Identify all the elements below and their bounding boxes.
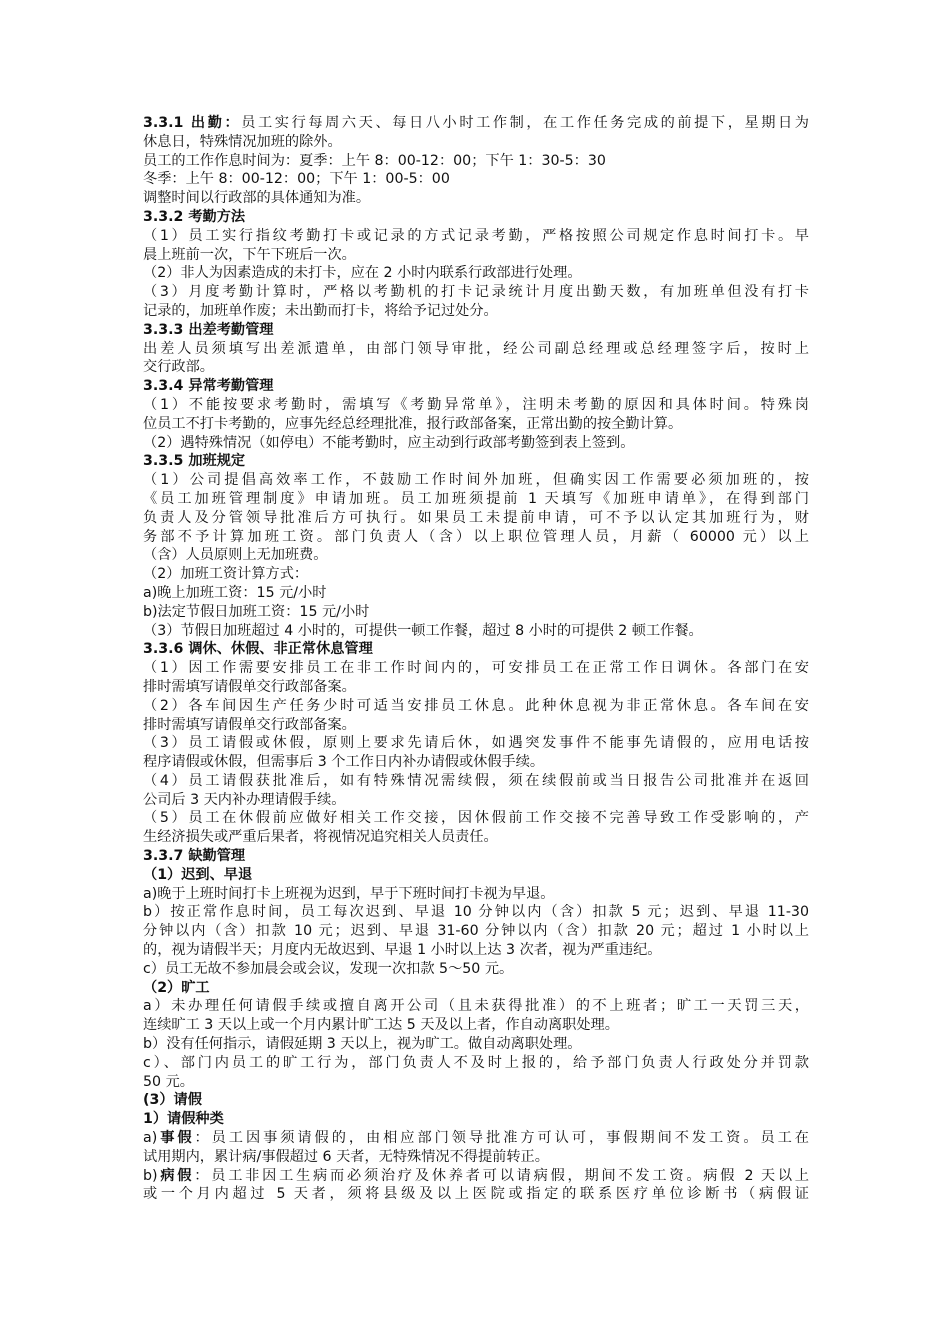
bold-text: (3）请假	[143, 1092, 202, 1109]
text-line	[143, 903, 809, 922]
text-run: 分钟以内（含）扣款 10 元；迟到、早退 31-60 分钟以内（含）扣款 20 元；超过 1 小时以上	[143, 923, 809, 940]
text-line	[143, 133, 809, 152]
text-line	[143, 716, 809, 735]
text-run: 试用期内，累计病/事假超过 6 天者，无特殊情况不得提前转正。	[143, 1148, 549, 1165]
text-line	[143, 189, 809, 208]
text-line	[143, 1091, 809, 1110]
text-run: （2）加班工资计算方式：	[143, 566, 309, 583]
text-line	[143, 227, 809, 246]
text-run: （1）公司提倡高效率工作，不鼓励工作时间外加班，但确实因工作需要必须加班的，按	[143, 472, 809, 489]
text-run: （含）人员原则上无加班费。	[143, 547, 328, 564]
text-line	[143, 490, 809, 509]
text-run: 公司后 3 天内补办理请假手续。	[143, 791, 346, 808]
text-run: b)	[143, 1167, 158, 1184]
text-line	[143, 246, 809, 265]
bold-text: 1）请假种类	[143, 1111, 224, 1128]
text-run: 出差人员须填写出差派遣单，由部门领导审批，经公司副总经理或总经理签字后，按时上	[143, 340, 809, 357]
text-line	[143, 170, 809, 189]
bold-text: 3.3.1 出勤：	[143, 115, 242, 131]
text-run: 交行政部。	[143, 359, 214, 376]
text-line	[143, 1129, 809, 1148]
text-line	[143, 283, 809, 302]
text-line	[143, 622, 809, 641]
text-run: （4）员工请假获批准后，如有特殊情况需续假，须在续假前或当日报告公司批准并在返回	[143, 772, 809, 789]
text-run: c）员工无故不参加晨会或会议，发现一次扣款 5～50 元。	[143, 960, 514, 977]
text-run: 冬季：上午 8：00-12：00；下午 1：00-5：00	[143, 171, 450, 188]
text-run: （1）因工作需要安排员工在非工作时间内的，可安排员工在正常工作日调休。各部门在安	[143, 660, 809, 677]
text-line	[143, 772, 809, 791]
bold-text: 3.3.2 考勤方法	[143, 208, 246, 225]
text-run: a)	[143, 1130, 158, 1147]
text-line	[143, 340, 809, 359]
text-run: 休息日，特殊情况加班的除外。	[143, 133, 342, 150]
text-line	[143, 697, 809, 716]
text-run: a)晚上加班工资：15 元/小时	[143, 584, 327, 601]
text-run: 50 元。	[143, 1073, 194, 1090]
text-line	[143, 941, 809, 960]
text-line	[143, 603, 809, 622]
text-line	[143, 471, 809, 490]
text-run: （2）各车间因生产任务少时可适当安排员工休息。此种休息视为非正常休息。各车间在安	[143, 697, 809, 714]
text-line	[143, 565, 809, 584]
text-line	[143, 791, 809, 810]
text-line	[143, 1035, 809, 1054]
text-line	[143, 1185, 809, 1204]
text-run: 负责人及分管领导批准后方可执行。如果员工未提前申请，可不予以认定其加班行为，财	[143, 509, 809, 526]
text-line	[143, 753, 809, 772]
text-run: 程序请假或休假，但需事后 3 个工作日内补办请假或休假手续。	[143, 754, 545, 771]
text-run: a)晚于上班时间打卡上班视为迟到，早于下班时间打卡视为早退。	[143, 885, 555, 902]
text-run: a）未办理任何请假手续或擅自离开公司（且未获得批准）的不上班者；旷工一天罚三天，	[143, 998, 809, 1015]
text-run: 调整时间以行政部的具体通知为准。	[143, 190, 371, 207]
text-run: 的，视为请假半天；月度内无故迟到、早退 1 小时以上达 3 次者，视为严重违纪。	[143, 942, 662, 959]
text-line	[143, 979, 809, 998]
text-line	[143, 528, 809, 547]
text-line	[143, 546, 809, 565]
text-line	[143, 321, 809, 340]
bold-text: 3.3.4 异常考勤管理	[143, 378, 274, 395]
text-line	[143, 997, 809, 1016]
text-line	[143, 1110, 809, 1129]
bold-text: 3.3.6 调休、休假、非正常休息管理	[143, 641, 373, 658]
text-line	[143, 415, 809, 434]
text-line	[143, 1167, 809, 1186]
text-line	[143, 264, 809, 283]
text-run: （3）员工请假或休假，原则上要求先请后休，如遇突发事件不能事先请假的，应用电话按	[143, 735, 809, 752]
text-run: ：员工因事须请假的，由相应部门领导批准方可认可，事假期间不发工资。员工在	[194, 1130, 809, 1147]
text-run: （1）员工实行指纹考勤打卡或记录的方式记录考勤，严格按照公司规定作息时间打卡。早	[143, 227, 809, 244]
text-line	[143, 828, 809, 847]
text-line	[143, 809, 809, 828]
text-line	[143, 640, 809, 659]
text-run: （3）月度考勤计算时，严格以考勤机的打卡记录统计月度出勤天数，有加班单但没有打卡	[143, 284, 809, 301]
text-line	[143, 208, 809, 227]
text-line	[143, 302, 809, 321]
text-line	[143, 358, 809, 377]
text-run: 或一个月内超过 5 天者，须将县级及以上医院或指定的联系医疗单位诊断书（病假证	[143, 1186, 809, 1203]
text-line	[143, 866, 809, 885]
text-run: （2）非人为因素造成的未打卡，应在 2 小时内联系行政部进行处理。	[143, 265, 582, 282]
text-line	[143, 114, 809, 133]
text-run: 晨上班前一次，下午下班后一次。	[143, 246, 356, 263]
text-run: 记录的，加班单作废；未出勤而打卡，将给予记过处分。	[143, 302, 498, 319]
text-run: c）、部门内员工的旷工行为，部门负责人不及时上报的，给予部门负责人行政处分并罚款	[143, 1054, 809, 1071]
text-run: ：员工非因工生病而必须治疗及休养者可以请病假，期间不发工资。病假 2 天以上	[194, 1167, 809, 1184]
text-line	[143, 847, 809, 866]
document-body	[143, 114, 809, 1204]
text-line	[143, 1073, 809, 1092]
bold-text: （2）旷工	[143, 979, 210, 996]
text-run: （3）节假日加班超过 4 小时的，可提供一顿工作餐，超过 8 小时的可提供 2 顿工作餐。	[143, 622, 703, 639]
text-line	[143, 659, 809, 678]
text-run: 员工实行每周六天、每日八小时工作制，在工作任务完成的前提下，星期日为	[241, 115, 809, 131]
text-run: 员工的工作作息时间为：夏季：上午 8：00-12：00；下午 1：30-5：30	[143, 152, 606, 169]
text-line	[143, 1016, 809, 1035]
bold-text: 3.3.7 缺勤管理	[143, 848, 246, 865]
text-line	[143, 452, 809, 471]
text-run: 生经济损失或严重后果者，将视情况追究相关人员责任。	[143, 829, 498, 846]
text-run: b）按正常作息时间，员工每次迟到、早退 10 分钟以内（含）扣款 5 元；迟到、早退 11-30	[143, 904, 809, 921]
bold-text: 3.3.3 出差考勤管理	[143, 321, 274, 338]
bold-text: （1）迟到、早退	[143, 866, 253, 883]
text-run: 排时需填写请假单交行政部备案。	[143, 716, 356, 733]
text-line	[143, 1148, 809, 1167]
text-line	[143, 1054, 809, 1073]
text-line	[143, 584, 809, 603]
text-run: b)法定节假日加班工资：15 元/小时	[143, 603, 370, 620]
text-line	[143, 152, 809, 171]
text-run: 位员工不打卡考勤的，应事先经总经理批准，报行政部备案，正常出勤的按全勤计算。	[143, 415, 683, 432]
text-line	[143, 434, 809, 453]
bold-text: 3.3.5 加班规定	[143, 453, 246, 470]
text-line	[143, 885, 809, 904]
text-run: （5）员工在休假前应做好相关工作交接，因休假前工作交接不完善导致工作受影响的，产	[143, 810, 809, 827]
text-line	[143, 960, 809, 979]
text-line	[143, 377, 809, 396]
text-line	[143, 734, 809, 753]
text-run: 务部不予计算加班工资。部门负责人（含）以上职位管理人员，月薪（ 60000 元）以上	[143, 528, 809, 545]
text-run: b）没有任何指示，请假延期 3 天以上，视为旷工。做自动离职处理。	[143, 1036, 582, 1053]
text-line	[143, 922, 809, 941]
text-line	[143, 509, 809, 528]
bold-text: 病假	[157, 1167, 195, 1184]
bold-text: 事假	[157, 1130, 195, 1147]
text-run: （2）遇特殊情况（如停电）不能考勤时，应主动到行政部考勤签到表上签到。	[143, 434, 635, 451]
text-run: （1）不能按要求考勤时，需填写《考勤异常单》，注明未考勤的原因和具体时间。特殊岗	[143, 396, 809, 413]
text-run: 排时需填写请假单交行政部备案。	[143, 678, 356, 695]
text-line	[143, 396, 809, 415]
text-run: 连续旷工 3 天以上或一个月内累计旷工达 5 天及以上者，作自动离职处理。	[143, 1017, 619, 1034]
text-run: 《员工加班管理制度》申请加班。员工加班须提前 1 天填写《加班申请单》，在得到部门	[143, 490, 809, 507]
text-line	[143, 678, 809, 697]
